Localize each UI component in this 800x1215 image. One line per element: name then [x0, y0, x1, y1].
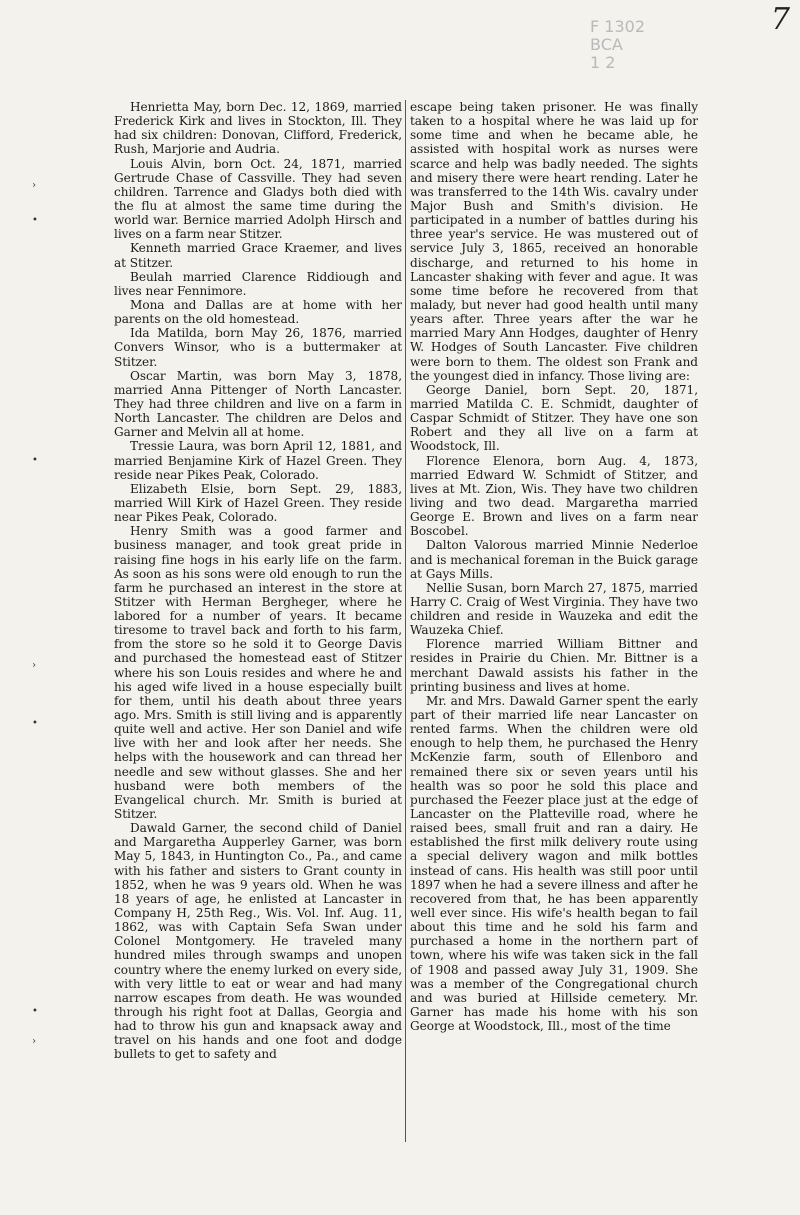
left-column — [114, 100, 402, 1142]
margin-mark: • — [32, 718, 38, 729]
margin-mark: › — [32, 660, 36, 671]
paragraph: Dalton Valorous married Minnie Nederloe and is mechanical foreman in the Buick garage at Gays Mills. — [410, 538, 698, 581]
paragraph: Mona and Dallas are at home with her parents on the old homestead. — [114, 297, 402, 327]
paragraph: Henry Smith was a good farmer and business manager, and took great pride in raising fine hogs in his early life on the farm. As soon as his sons were old enough to run the farm he purchased an interest in the store at Stitzer with Herman Bergheger, where he labored for a number of years. It became tiresome to travel back and forth to his farm, from the store so he sold it to George Davis and purchased the homestead east of Stitzer where his son Louis resides and where he and his aged wife lived in a house especially built for them, until his death about three years ago. Mrs. Smith is still living and is apparently quite well and active. Her son Daniel and wife live with her and look after her needs. She helps with the housework and can thread her needle and sew without glasses. She and her husband were both members of the Evangelical church. Mr. Smith is buried at Stitzer. — [114, 524, 402, 822]
page-number: 7 — [770, 2, 790, 37]
paragraph: Oscar Martin, was born May 3, 1878, married Anna Pittenger of North Lancaster. They had three children and live on a farm in North Lancaster. The children are Delos and Garner and Melvin all at home. — [114, 368, 402, 440]
margin-mark: › — [32, 1036, 36, 1047]
paragraph: Mr. and Mrs. Dawald Garner spent the early part of their married life near Lancaster on rented farms. When the children were old enough to help them, he purchased the Henry McKenzie farm, south of Ellenboro and remained there six or seven years until his health was so poor he sold this place and purchased the Feezer place just at the edge of Lancaster on the Platteville road, where he raised bees, small fruit and ran a dairy. He established the first milk delivery route using a special delivery wagon and milk bottles instead of cans. His health was still poor until 1897 when he had a severe illness and after he recovered from that, he has been apparently well ever since. His wife's health began to fail about this time and he sold his farm and purchased a home in the northern part of town, where his wife was taken sick in the fall of 1908 and passed away July 31, 1909. She was a member of the Congregational church and was buried at Hillside cemetery. Mr. Garner has made his home with his son George at Woodstock, Ill., most of the time — [410, 693, 698, 1034]
paragraph: Kenneth married Grace Kraemer, and lives at Stitzer. — [114, 241, 402, 270]
margin-mark: › — [32, 180, 36, 191]
column-divider — [405, 100, 406, 1142]
stamp-line: 1 2 — [590, 53, 616, 72]
stamp-line: BCA — [590, 35, 623, 54]
margin-mark: • — [32, 1006, 38, 1017]
paragraph: escape being taken prisoner. He was finally taken to a hospital where he was laid up for some time and when he became able, he assisted with hospital work as nurses were scarce and help was badly needed. The sights and misery there were heart rending. Later he was transferred to the 14th Wis. cavalry under Major Bush and Smith's division. He participated in a number of battles during his three year's service. He was mustered out of service July 3, 1865, received an honorable discharge, and returned to his home in Lancaster shaking with fever and ague. It was some time before he recovered from that malady, but never had good health until many years after. Three years after the war he married Mary Ann Hodges, daughter of Henry W. Hodges of South Lancaster. Five children were born to them. The oldest son Frank and the youngest died in infancy. Those living are: — [410, 100, 698, 383]
paragraph: Florence Elenora, born Aug. 4, 1873, married Edward W. Schmidt of Stitzer, and lives at Mt. Zion, Wis. They have two children living and two dead. Margaretha married George E. Brown and lives on a farm near Boscobel. — [410, 453, 698, 539]
paragraph: Beulah married Clarence Riddiough and lives near Fennimore. — [114, 269, 402, 298]
paragraph: Tressie Laura, was born April 12, 1881, and married Benjamine Kirk of Hazel Green. They reside near Pikes Peak, Colorado. — [114, 439, 402, 482]
paragraph: Ida Matilda, born May 26, 1876, married Convers Winsor, who is a buttermaker at Stitzer. — [114, 326, 402, 369]
newspaper-clipping — [110, 100, 702, 1142]
paragraph: Nellie Susan, born March 27, 1875, married Harry C. Craig of West Virginia. They have two children and reside in Wauzeka and edit the Wauzeka Chief. — [410, 580, 698, 638]
stamp-line: F 1302 — [590, 17, 646, 36]
paragraph: Louis Alvin, born Oct. 24, 1871, married Gertrude Chase of Cassville. They had seven children. Tarrence and Gladys both died with the flu at almost the same time during the world war. Bernice married Adolph Hirsch and lives on a farm near Stitzer. — [114, 156, 402, 242]
paragraph: Elizabeth Elsie, born Sept. 29, 1883, married Will Kirk of Hazel Green. They reside near Pikes Peak, Colorado. — [114, 481, 402, 525]
right-column — [410, 100, 698, 1142]
archive-stamp — [590, 18, 680, 72]
margin-mark: • — [32, 215, 38, 226]
paragraph: Florence married William Bittner and resides in Prairie du Chien. Mr. Bittner is a merchant Dawald assists his father in the printing business and lives at home. — [410, 637, 698, 694]
paragraph: George Daniel, born Sept. 20, 1871, married Matilda C. E. Schmidt, daughter of Caspar Schmidt of Stitzer. They have one son Robert and they all live on a farm at Woodstock, Ill. — [410, 382, 698, 454]
paragraph: Henrietta May, born Dec. 12, 1869, married Frederick Kirk and lives in Stockton, Ill. They had six children: Donovan, Clifford, Frederick, Rush, Marjorie and Audria. — [114, 100, 402, 157]
margin-mark: • — [32, 455, 38, 466]
paragraph: Dawald Garner, the second child of Daniel and Margaretha Aupperley Garner, was born May 5, 1843, in Huntington Co., Pa., and came with his father and sisters to Grant county in 1852, when he was 9 years old. When he was 18 years of age, he enlisted at Lancaster in Company H, 25th Reg., Wis. Vol. Inf. Aug. 11, 1862, was with Captain Sefa Swan under Colonel Montgomery. He traveled many hundred miles through swamps and unopen country where the enemy lurked on every side, with very little to eat or wear and had many narrow escapes from death. He was wounded through his right foot at Dallas, Georgia and had to throw his gun and knapsack away and travel on his hands and one foot and dodge bullets to get to safety and — [114, 821, 402, 1062]
